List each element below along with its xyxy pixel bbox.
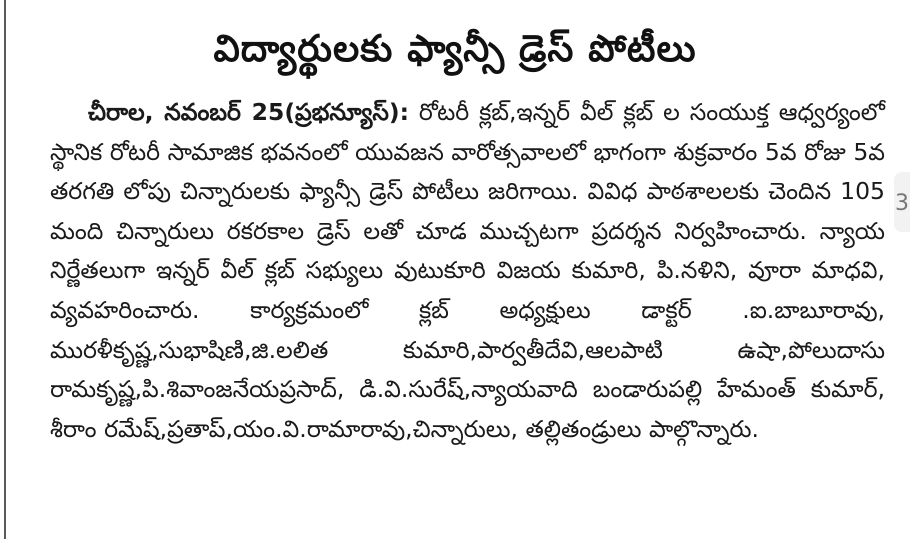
article-body [50,93,885,449]
dateline: చీరాల, నవంబర్ 25(ప్రభన్యూస్): [88,98,409,126]
headline: విద్యార్థులకు ఫ్యాన్సీ డ్రెస్ పోటీలు [213,27,697,70]
previous-article-fragment [395,0,555,8]
article-text: రోటరీ క్లబ్,ఇన్నర్ వీల్ క్లబ్ ల సంయుక్త ఆధ్వర్యంలో స్థానిక రోటరీ సామాజిక భవనంలో యువజన వారోత్సవాలలో భాగంగా శుక్రవారం 5వ రోజు 5వ తరగతి లోపు చిన్నారులకు ఫ్యాన్సీ డ్రెస్ పోటీలు జరిగాయి. వివిధ పాఠశాలలకు చెందిన 105 మంది చిన్నారులు రకరకాల డ్రెస్ లతో చూడ ముచ్చటగా ప్రదర్శన నిర్వహించారు. న్యాయ నిర్ణేతలుగా ఇన్నర్ వీల్ క్లబ్ సభ్యులు వుటుకూరి విజయ కుమారి, పి.నళిని, వూరా మాధవి, వ్యవహరించారు. కార్యక్రమంలో క్లబ్ అధ్యక్షులు డాక్టర్ .ఐ.బాబూరావు, మురళీకృష్ణ,సుభాషిణి,జి.లలిత కుమారి,పార్వతీదేవి,ఆలపాటి ఉషా,పోలుదాసు రామకృష్ణ,పి.శివాంజనేయప్రసాద్, డి.వి.సురేష్,న్యాయవాది బండారుపల్లి హేమంత్ కుమార్, శీరాం రమేష్,ప్రతాప్,యం.వి.రామారావు,చిన్నారులు, తల్లితండ్రులు పాల్గొన్నారు. [50,98,885,443]
column-divider [4,0,6,539]
edge-glyph: 3 [895,191,909,216]
